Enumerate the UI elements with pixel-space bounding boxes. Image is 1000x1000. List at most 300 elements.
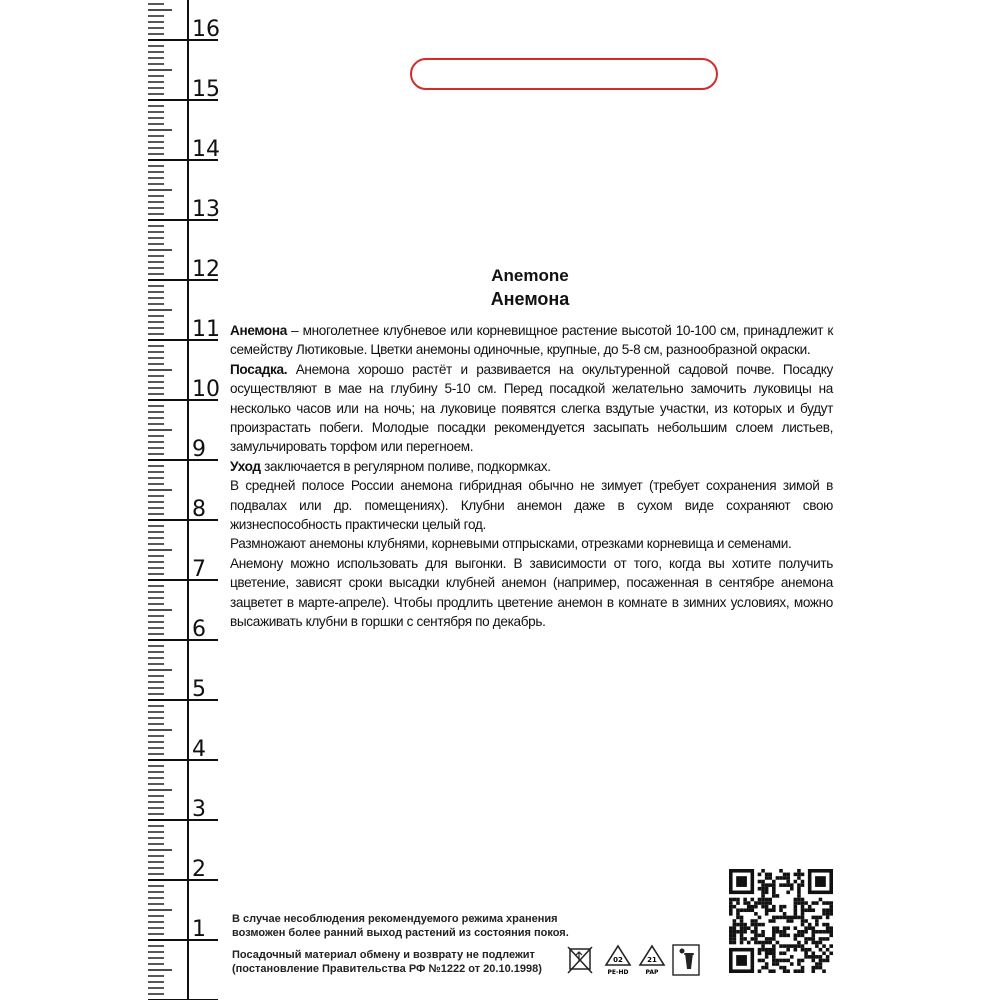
qr-module <box>736 930 740 934</box>
qr-module <box>794 905 798 909</box>
qr-module <box>761 930 765 934</box>
qr-module <box>754 901 758 905</box>
qr-module <box>729 930 733 934</box>
qr-module <box>801 969 805 973</box>
ruler-number: 16 <box>192 17 220 42</box>
return-note <box>232 948 562 976</box>
ruler-number: 8 <box>192 497 206 522</box>
storage-line-1: В случае несоблюдения рекомендуемого режима хранения <box>232 913 558 925</box>
ruler-number: 4 <box>192 737 206 762</box>
qr-module <box>761 905 765 909</box>
qr-module <box>786 919 790 923</box>
qr-module <box>765 966 769 970</box>
qr-module <box>772 948 776 952</box>
qr-module <box>733 926 737 930</box>
label-anemone: Анемона <box>230 323 287 338</box>
qr-module <box>811 966 815 970</box>
qr-module <box>779 930 783 934</box>
qr-module <box>779 944 783 948</box>
label-planting: Посадка. <box>230 361 288 377</box>
qr-module <box>772 937 776 941</box>
qr-module <box>736 901 740 905</box>
qr-module <box>794 880 798 884</box>
qr-module <box>804 926 808 930</box>
eco-label-pap: PAP <box>645 969 659 976</box>
eco-label-21: 21 <box>647 956 657 964</box>
qr-module <box>829 901 833 905</box>
qr-module <box>772 926 776 930</box>
qr-module <box>729 898 733 902</box>
qr-module <box>822 912 826 916</box>
qr-module <box>740 923 744 927</box>
qr-module <box>751 908 755 912</box>
qr-module <box>758 941 762 945</box>
qr-module <box>794 934 798 938</box>
qr-module <box>754 934 758 938</box>
qr-module <box>790 962 794 966</box>
paragraph-propagation: Размножают анемоны клубнями, корневыми отпрысками, отрезками корневища и семенами. <box>230 536 792 552</box>
qr-module <box>761 901 765 905</box>
qr-module <box>758 873 762 877</box>
paragraph-planting <box>230 360 833 457</box>
qr-module <box>743 923 747 927</box>
qr-module <box>822 923 826 927</box>
qr-module <box>783 951 787 955</box>
qr-module <box>794 898 798 902</box>
ruler-number: 10 <box>192 377 220 402</box>
qr-module <box>783 969 787 973</box>
qr-module <box>761 966 765 970</box>
qr-module <box>772 894 776 898</box>
text-description: – многолетнее клубневое или корневищное растение высотой 10-100 см, принадлежит к семейству Лютиковые. Цветки анемоны одиночные, крупные, до 5-8 см, разнообразной окраски. <box>230 323 833 358</box>
ruler-number: 3 <box>192 797 206 822</box>
qr-module <box>733 937 737 941</box>
qr-module <box>740 930 744 934</box>
qr-module <box>829 944 833 948</box>
qr-module <box>772 905 776 909</box>
qr-module <box>736 923 740 927</box>
qr-module <box>733 905 737 909</box>
qr-module <box>790 883 794 887</box>
qr-module <box>829 905 833 909</box>
qr-module <box>815 962 819 966</box>
qr-module <box>779 916 783 920</box>
qr-module <box>772 919 776 923</box>
qr-module <box>797 969 801 973</box>
qr-module <box>776 959 780 963</box>
paragraph-care <box>230 457 833 476</box>
qr-module <box>811 955 815 959</box>
storage-line-2: возможен более ранний выход растений из состояния покоя. <box>232 927 569 939</box>
ruler-number: 13 <box>192 197 220 222</box>
qr-module <box>761 959 765 963</box>
qr-module <box>765 876 769 880</box>
qr-module <box>801 901 805 905</box>
qr-module <box>826 959 830 963</box>
qr-module <box>786 891 790 895</box>
qr-module <box>826 901 830 905</box>
qr-code[interactable] <box>729 869 833 973</box>
qr-module <box>790 955 794 959</box>
qr-module <box>779 959 783 963</box>
qr-module <box>758 969 762 973</box>
qr-module <box>786 969 790 973</box>
qr-module <box>826 926 830 930</box>
qr-module <box>743 898 747 902</box>
qr-module <box>740 916 744 920</box>
qr-module <box>736 898 740 902</box>
qr-module <box>794 948 798 952</box>
qr-module <box>822 951 826 955</box>
qr-module <box>754 926 758 930</box>
qr-module <box>754 919 758 923</box>
qr-module <box>729 934 733 938</box>
qr-module <box>815 966 819 970</box>
qr-module <box>801 905 805 909</box>
qr-module <box>801 916 805 920</box>
qr-module <box>826 908 830 912</box>
qr-module <box>794 873 798 877</box>
qr-module <box>772 916 776 920</box>
qr-module <box>797 930 801 934</box>
qr-module <box>783 959 787 963</box>
qr-module <box>794 969 798 973</box>
qr-module <box>826 912 830 916</box>
qr-module <box>786 876 790 880</box>
qr-module <box>733 919 737 923</box>
qr-module <box>779 951 783 955</box>
qr-module <box>804 948 808 952</box>
qr-module <box>797 869 801 873</box>
qr-module <box>826 923 830 927</box>
qr-module <box>740 919 744 923</box>
qr-module <box>751 898 755 902</box>
qr-module <box>783 912 787 916</box>
qr-module <box>808 908 812 912</box>
qr-module <box>765 898 769 902</box>
qr-module <box>822 901 826 905</box>
qr-module <box>819 959 823 963</box>
qr-module <box>783 883 787 887</box>
ruler-number: 11 <box>192 317 220 342</box>
qr-module <box>794 937 798 941</box>
qr-module <box>819 966 823 970</box>
qr-module <box>768 969 772 973</box>
qr-module <box>815 944 819 948</box>
measuring-ruler <box>0 0 228 1000</box>
qr-module <box>819 930 823 934</box>
qr-module <box>765 908 769 912</box>
qr-module <box>786 883 790 887</box>
title-latin: Anemone <box>491 266 569 285</box>
qr-module <box>754 923 758 927</box>
qr-module <box>733 941 737 945</box>
qr-module <box>772 887 776 891</box>
qr-module <box>772 883 776 887</box>
qr-module <box>804 901 808 905</box>
qr-module <box>779 883 783 887</box>
qr-module <box>779 869 783 873</box>
qr-module <box>822 930 826 934</box>
qr-module <box>729 905 733 909</box>
qr-module <box>754 912 758 916</box>
qr-module <box>765 873 769 877</box>
qr-module <box>811 951 815 955</box>
qr-module <box>743 926 747 930</box>
eco-label-pehd: PE-HD <box>607 969 629 976</box>
qr-module <box>819 962 823 966</box>
qr-module <box>768 919 772 923</box>
qr-module <box>776 916 780 920</box>
qr-module <box>772 908 776 912</box>
qr-module <box>815 919 819 923</box>
qr-module <box>829 926 833 930</box>
qr-module <box>826 955 830 959</box>
recycle-pehd-icon <box>603 943 633 977</box>
qr-module <box>797 876 801 880</box>
qr-module <box>797 894 801 898</box>
qr-module <box>747 926 751 930</box>
qr-module <box>790 944 794 948</box>
ruler-number: 6 <box>192 617 206 642</box>
qr-module <box>768 901 772 905</box>
qr-module <box>772 959 776 963</box>
qr-module <box>761 880 765 884</box>
qr-module <box>794 901 798 905</box>
qr-module <box>751 937 755 941</box>
qr-module <box>779 908 783 912</box>
qr-module <box>797 941 801 945</box>
qr-module <box>811 937 815 941</box>
qr-module <box>808 923 812 927</box>
qr-module <box>786 873 790 877</box>
qr-module <box>747 908 751 912</box>
qr-module <box>811 969 815 973</box>
qr-module <box>758 951 762 955</box>
qr-module <box>779 966 783 970</box>
qr-module <box>761 944 765 948</box>
qr-module <box>797 898 801 902</box>
qr-module <box>808 905 812 909</box>
qr-module <box>786 934 790 938</box>
ruler-number: 2 <box>192 857 206 882</box>
qr-module <box>822 908 826 912</box>
product-title <box>228 265 832 311</box>
qr-module <box>804 908 808 912</box>
qr-module <box>801 912 805 916</box>
qr-module <box>758 959 762 963</box>
qr-module <box>801 959 805 963</box>
qr-module <box>801 898 805 902</box>
qr-module <box>776 962 780 966</box>
qr-module <box>772 969 776 973</box>
qr-module <box>733 923 737 927</box>
label-care: Уход <box>230 458 261 474</box>
qr-module <box>740 934 744 938</box>
qr-module <box>797 962 801 966</box>
qr-module <box>772 880 776 884</box>
qr-module <box>815 930 819 934</box>
paragraph-winter: В средней полосе России анемона гибридная обычно не зимует (требует сохранения зимой в подвалах или др. помещениях). Клубни анемон даже в сухом виде сохраняют свою жизнеспособность практически целый год. <box>230 478 833 533</box>
qr-module <box>819 948 823 952</box>
qr-module <box>783 916 787 920</box>
qr-module <box>747 941 751 945</box>
ruler-number: 12 <box>192 257 220 282</box>
qr-module <box>768 873 772 877</box>
qr-module <box>811 916 815 920</box>
storage-note <box>232 912 582 940</box>
qr-module <box>765 962 769 966</box>
trash-bin-icon <box>671 943 701 977</box>
qr-module <box>794 908 798 912</box>
qr-module <box>801 934 805 938</box>
qr-module <box>768 948 772 952</box>
recycle-paper-icon <box>637 943 667 977</box>
qr-module <box>733 930 737 934</box>
qr-module <box>801 966 805 970</box>
qr-module <box>819 898 823 902</box>
qr-module <box>786 944 790 948</box>
qr-module <box>811 930 815 934</box>
qr-module <box>758 948 762 952</box>
qr-module <box>797 901 801 905</box>
qr-module <box>758 887 762 891</box>
qr-module <box>819 941 823 945</box>
ruler-number: 15 <box>192 77 220 102</box>
qr-module <box>765 901 769 905</box>
qr-module <box>808 926 812 930</box>
qr-module <box>797 887 801 891</box>
qr-module <box>754 937 758 941</box>
qr-module <box>729 908 733 912</box>
qr-module <box>772 944 776 948</box>
qr-module <box>786 916 790 920</box>
qr-module <box>754 930 758 934</box>
qr-module <box>794 916 798 920</box>
qr-module <box>765 905 769 909</box>
ruler-number: 14 <box>192 137 220 162</box>
description-text <box>230 321 833 632</box>
qr-module <box>801 944 805 948</box>
qr-module <box>765 887 769 891</box>
return-line-1: Посадочный материал обмену и возврату не подлежит <box>232 949 535 961</box>
return-line-2: (постановление Правительства РФ №1222 от 20.10.1998) <box>232 963 542 975</box>
qr-module <box>786 926 790 930</box>
qr-module <box>768 898 772 902</box>
qr-module <box>815 923 819 927</box>
qr-module <box>776 876 780 880</box>
qr-module <box>761 883 765 887</box>
qr-module <box>729 941 733 945</box>
qr-module <box>826 948 830 952</box>
qr-module <box>729 926 733 930</box>
qr-module <box>758 916 762 920</box>
qr-module <box>786 959 790 963</box>
qr-module <box>729 937 733 941</box>
qr-module <box>822 944 826 948</box>
qr-module <box>829 934 833 938</box>
qr-module <box>747 905 751 909</box>
qr-module <box>765 883 769 887</box>
qr-module <box>768 941 772 945</box>
qr-module <box>794 912 798 916</box>
qr-module <box>808 937 812 941</box>
qr-module <box>772 934 776 938</box>
qr-module <box>761 887 765 891</box>
qr-module <box>797 883 801 887</box>
qr-module <box>751 919 755 923</box>
qr-module <box>736 916 740 920</box>
qr-module <box>754 941 758 945</box>
recycling-icons <box>567 943 703 977</box>
qr-module <box>819 955 823 959</box>
qr-module <box>811 934 815 938</box>
qr-module <box>783 930 787 934</box>
qr-module <box>811 959 815 963</box>
text-care: заключается в регулярном поливе, подкормках. <box>260 458 551 474</box>
qr-module <box>761 891 765 895</box>
qr-module <box>776 930 780 934</box>
qr-module <box>794 944 798 948</box>
qr-module <box>790 887 794 891</box>
qr-module <box>736 912 740 916</box>
qr-module <box>822 937 826 941</box>
qr-module <box>779 934 783 938</box>
qr-module <box>740 908 744 912</box>
qr-module <box>829 930 833 934</box>
qr-module <box>765 912 769 916</box>
qr-module <box>790 916 794 920</box>
qr-module <box>797 944 801 948</box>
qr-module <box>779 905 783 909</box>
qr-module <box>826 930 830 934</box>
qr-module <box>751 923 755 927</box>
qr-module <box>786 948 790 952</box>
qr-module <box>808 955 812 959</box>
qr-module <box>776 926 780 930</box>
qr-module <box>779 876 783 880</box>
qr-module <box>765 951 769 955</box>
qr-module <box>758 901 762 905</box>
qr-module <box>743 937 747 941</box>
qr-module <box>761 934 765 938</box>
qr-module <box>801 873 805 877</box>
hang-hole-outline <box>410 58 718 90</box>
qr-module <box>797 959 801 963</box>
qr-module <box>768 951 772 955</box>
qr-module <box>740 937 744 941</box>
qr-module <box>776 941 780 945</box>
qr-module <box>826 916 830 920</box>
paragraph-description <box>230 321 833 360</box>
qr-module <box>736 908 740 912</box>
qr-finder-part <box>736 955 747 966</box>
qr-module <box>783 873 787 877</box>
qr-module <box>786 880 790 884</box>
eco-label-02: 02 <box>613 956 623 964</box>
qr-module <box>758 934 762 938</box>
qr-module <box>761 948 765 952</box>
qr-module <box>797 891 801 895</box>
qr-module <box>804 930 808 934</box>
qr-finder-part <box>815 876 826 887</box>
qr-module <box>772 951 776 955</box>
qr-finder-part <box>736 876 747 887</box>
qr-module <box>804 955 808 959</box>
qr-module <box>772 962 776 966</box>
qr-module <box>819 937 823 941</box>
qr-module <box>772 891 776 895</box>
